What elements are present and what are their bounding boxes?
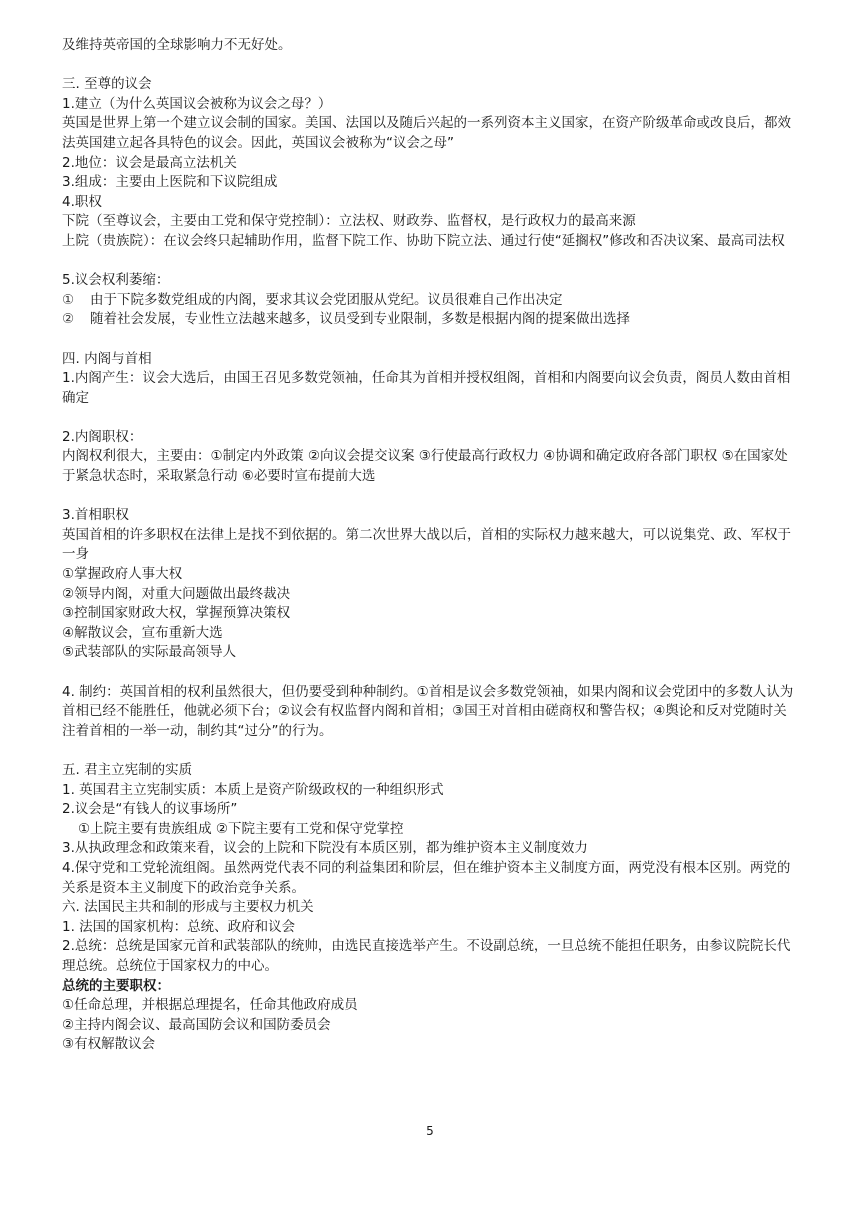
section-4-heading: 四. 内阁与首相 [62, 350, 152, 367]
item-text: 由于下院多数党组成的内阁，要求其议会党团服从党纪。议员很难自己作出决定 [90, 291, 563, 308]
spacer [62, 408, 798, 428]
s5-p1: 1. 英国君主立宪制实质：本质上是资产阶级政权的一种组织形式 [62, 781, 444, 798]
s6-p3-item: ②主持内阁会议、最高国防会议和国防委员会 [62, 1016, 331, 1033]
s3-p5-title: 5.议会权利萎缩： [62, 272, 170, 289]
intro-tail-paragraph: 及维持英帝国的全球影响力不无好处。 [62, 37, 292, 53]
s5-p2-sub: ①上院主要有贵族组成 ②下院主要有工党和保守党掌控 [78, 820, 404, 837]
s5-p2: 2.议会是“有钱人的议事场所” [62, 801, 238, 818]
s6-p2: 2.总统：总统是国家元首和武装部队的统帅，由选民直接选举产生。不设副总统，一旦总统不能担任职务，由参议院院长代理总统。总统位于国家权力的中心。 [62, 938, 791, 974]
spacer [62, 330, 798, 350]
s3-p3: 3.组成：主要由上医院和下议院组成 [62, 174, 278, 191]
s5-p4: 4.保守党和工党轮流组阁。虽然两党代表不同的利益集团和阶层，但在维护资本主义制度方面，两党没有根本区别。两党的关系是资本主义制度下的政治竞争关系。 [62, 859, 791, 896]
s4-p1: 1.内阁产生：议会大选后，由国王召见多数党领袖，任命其为首相并授权组阁，首相和内阁要向议会负责，阁员人数由首相确定 [62, 370, 791, 406]
s3-p2: 2.地位：议会是最高立法机关 [62, 154, 237, 171]
s6-p3-item: ①任命总理，并根据总理提名，任命其他政府成员 [62, 997, 358, 1014]
s4-p4: 4. 制约：英国首相的权利虽然很大，但仍要受到种种制约。①首相是议会多数党领袖，如果内阁和议会党团中的多数人认为首相已经不能胜任，他就必须下台；②议会有权监督内阁和首相；③国王对首相由磋商权和警告权；④舆论和反对党随时关注着首相的一举一动，制约其“过分”的行为。 [62, 683, 794, 739]
s4-p3-body: 英国首相的许多职权在法律上是找不到依据的。第二次世界大战以后，首相的实际权力越来越大，可以说集党、政、军权于一身 [62, 526, 791, 563]
s3-p1-body: 英国是世界上第一个建立议会制的国家。美国、法国以及随后兴起的一系列资本主义国家，在资产阶级革命或改良后，都效法英国建立起各具特色的议会。因此，英国议会被称为“议会之母” [62, 115, 791, 151]
s4-p3-item: ②领导内阁，对重大问题做出最终裁决 [62, 585, 291, 602]
s4-p3-item: ③控制国家财政大权，掌握预算决策权 [62, 605, 291, 622]
page-number: 5 [426, 1124, 434, 1138]
s4-p3-item: ①掌握政府人事大权 [62, 566, 183, 583]
s6-p1: 1. 法国的国家机构：总统、政府和议会 [62, 918, 296, 935]
s6-p3-title: 总统的主要职权： [62, 977, 170, 994]
section-3-heading: 三. 至尊的议会 [62, 76, 152, 93]
spacer [62, 56, 798, 76]
section-6-heading: 六. 法国民主共和制的形成与主要权力机关 [62, 899, 314, 916]
s3-p5-item [62, 310, 798, 330]
s4-p3-title: 3.首相职权 [62, 507, 129, 524]
s6-p3-item: ③有权解散议会 [62, 1036, 156, 1053]
s5-p3: 3.从执政理念和政策来看，议会的上院和下院没有本质区别，都为维护资本主义制度效力 [62, 840, 588, 857]
s4-p2-body: 内阁权利很大，主要由：①制定内外政策 ②向议会提交议案 ③行使最高行政权力 ④协调和确定政府各部门职权 ⑤在国家处于紧急状态时，采取紧急行动 ⑥必要时宣布提前大选 [62, 448, 788, 485]
s3-p5-item [62, 291, 798, 311]
spacer [62, 252, 798, 272]
document-page [62, 36, 798, 1055]
s3-p4-lower-house: 下院（至尊议会，主要由工党和保守党控制）：立法权、财政券、监督权，是行政权力的最高来源 [62, 213, 636, 230]
item-text: 随着社会发展，专业性立法越来越多，议员受到专业限制，多数是根据内阁的提案做出选择 [90, 311, 630, 328]
spacer [62, 487, 798, 507]
s4-p3-item: ④解散议会，宣布重新大选 [62, 624, 223, 641]
item-number: ① [62, 291, 75, 308]
spacer [62, 741, 798, 761]
s3-p4-upper-house: 上院（贵族院）：在议会终只起辅助作用，监督下院工作、协助下院立法、通过行使“延搁权”修改和否决议案、最高司法权 [62, 232, 785, 249]
s4-p3-item: ⑤武装部队的实际最高领导人 [62, 644, 237, 661]
s3-p1-title: 1.建立（为什么英国议会被称为议会之母？） [62, 95, 332, 112]
spacer [62, 663, 798, 683]
section-5-heading: 五. 君主立宪制的实质 [62, 761, 193, 778]
s3-p4-title: 4.职权 [62, 193, 102, 210]
item-number: ② [62, 311, 75, 328]
s4-p2-title: 2.内阁职权： [62, 428, 143, 445]
